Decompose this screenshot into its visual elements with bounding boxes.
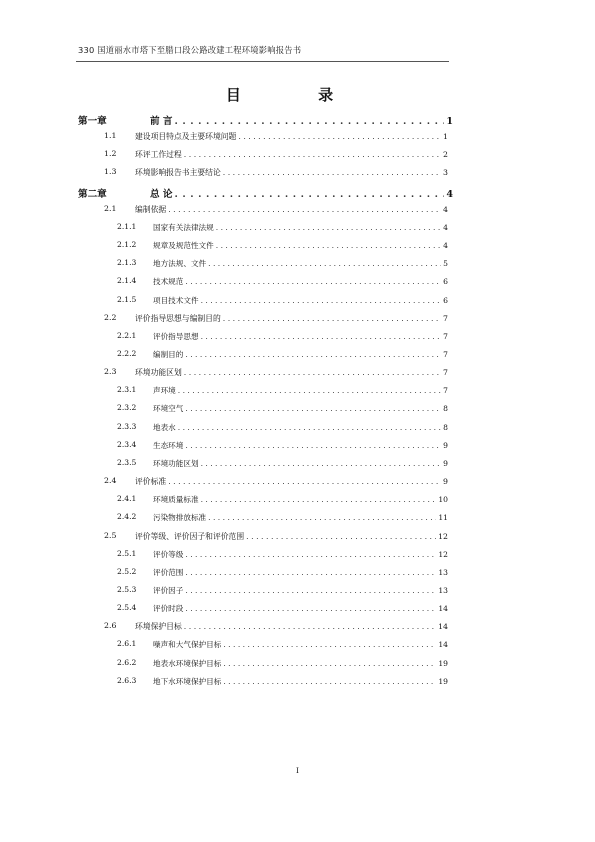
toc-entry-title: 总 论 (150, 188, 173, 200)
toc-dot-leader (201, 296, 442, 305)
toc-entry-row[interactable] (0, 676, 595, 690)
toc-entry-row[interactable] (0, 422, 595, 436)
toc-title: 目 录 (225, 86, 370, 104)
toc-dot-leader (185, 404, 441, 413)
toc-dot-leader (185, 441, 441, 450)
toc-page-number: 3 (443, 168, 448, 178)
toc-entry-number: 2.5.4 (117, 603, 137, 612)
toc-entry-row[interactable] (0, 512, 595, 526)
toc-entry-title: 项目技术文件 (153, 295, 199, 305)
toc-entry-number: 2.5.3 (117, 584, 137, 594)
toc-entry-row[interactable] (0, 313, 595, 327)
toc-page-number: 5 (443, 259, 448, 269)
toc-entry-number: 2.5.1 (117, 548, 137, 558)
toc-page-number: 14 (438, 622, 448, 632)
toc-entry-row[interactable] (0, 658, 595, 672)
toc-entry-row[interactable] (0, 240, 595, 254)
toc-entry-title: 环境功能区划 (135, 368, 182, 378)
toc-entry-row[interactable] (0, 331, 595, 345)
toc-entry-row[interactable] (0, 167, 595, 181)
toc-entry-row[interactable] (0, 276, 595, 290)
toc-chapter-row[interactable] (0, 186, 595, 200)
toc-page-number: 19 (438, 658, 448, 668)
toc-entry-title: 环评工作过程 (135, 150, 182, 160)
toc-entry-title: 生态环境 (153, 440, 184, 450)
toc-entry-title: 评价时段 (153, 604, 184, 613)
toc-dot-leader (208, 259, 441, 268)
toc-entry-title: 地表水环境保护目标 (153, 658, 222, 668)
toc-dot-leader (178, 386, 441, 395)
toc-page-number: 7 (443, 368, 448, 378)
toc-entry-number: 2.3.5 (117, 457, 137, 467)
toc-dot-leader (175, 116, 445, 127)
toc-entry-row[interactable] (0, 476, 595, 490)
toc-page-number: 6 (443, 277, 448, 287)
toc-entry-row[interactable] (0, 639, 595, 653)
toc-page-number: 7 (443, 331, 448, 341)
toc-page-number: 6 (443, 295, 448, 305)
toc-entry-title: 地表水 (153, 422, 176, 432)
toc-entry-number: 1.1 (104, 131, 117, 141)
toc-dot-leader (185, 604, 436, 613)
toc-entry-title: 评价等级、评价因子和评价范围 (135, 531, 245, 541)
toc-dot-leader (178, 423, 441, 432)
toc-dot-leader (223, 659, 436, 668)
toc-entry-row[interactable] (0, 531, 595, 545)
toc-page-number: 4 (443, 241, 448, 250)
toc-page-number: 8 (443, 404, 448, 414)
toc-page-number: 1 (446, 116, 453, 127)
toc-entry-row[interactable] (0, 222, 595, 236)
toc-dot-leader (223, 677, 436, 686)
toc-page-number: 4 (446, 188, 453, 200)
toc-entry-number: 2.1.3 (117, 258, 137, 268)
toc-entry-number: 2.3 (104, 367, 117, 377)
toc-entry-number: 2.6 (104, 621, 117, 631)
toc-entry-row[interactable] (0, 367, 595, 381)
toc-entry-number: 2.2.1 (117, 330, 137, 340)
toc-page-number: 2 (443, 150, 448, 160)
toc-entry-row[interactable] (0, 549, 595, 563)
toc-dot-leader (201, 459, 442, 468)
toc-entry-title: 评价标准 (135, 477, 167, 486)
toc-entry-title: 污染物排放标准 (153, 513, 207, 523)
toc-dot-leader (201, 495, 437, 504)
toc-entry-number: 2.3.2 (117, 403, 137, 413)
toc-entry-title: 评价范围 (153, 567, 184, 577)
toc-entry-number: 第二章 (78, 188, 107, 200)
toc-entry-row[interactable] (0, 585, 595, 599)
toc-page-number: 11 (438, 513, 448, 523)
toc-entry-title: 评价指导思想与编制目的 (135, 313, 221, 323)
toc-entry-row[interactable] (0, 149, 595, 163)
running-header: 330 国道丽水市塔下至腊口段公路改建工程环境影响报告书 (78, 45, 302, 55)
toc-dot-leader (185, 586, 436, 595)
toc-page-number: 14 (438, 640, 448, 650)
toc-entry-row[interactable] (0, 204, 595, 218)
toc-page-number: 7 (443, 313, 448, 323)
toc-entry-number: 第一章 (78, 116, 107, 127)
header-rule (76, 61, 449, 62)
toc-page-number: 1 (443, 132, 448, 142)
toc-entry-number: 2.3.3 (117, 421, 137, 431)
toc-dot-leader (201, 332, 442, 341)
toc-entry-title: 环境保护目标 (135, 622, 182, 632)
toc-entry-title: 评价等级 (153, 549, 184, 559)
toc-dot-leader (223, 168, 441, 177)
toc-entry-number: 2.6.3 (117, 675, 137, 685)
toc-entry-title: 评价指导思想 (153, 331, 199, 341)
toc-entry-title: 评价因子 (153, 585, 184, 595)
toc-entry-row[interactable] (0, 494, 595, 508)
toc-dot-leader (185, 350, 441, 359)
toc-dot-leader (184, 368, 441, 377)
toc-entry-number: 2.5.2 (117, 566, 137, 576)
toc-entry-number: 2.1.4 (117, 276, 137, 286)
toc-dot-leader (168, 477, 441, 486)
toc-entry-number: 1.2 (104, 149, 117, 159)
toc-entry-title: 前 言 (150, 116, 173, 127)
toc-dot-leader (175, 189, 445, 200)
toc-entry-number: 2.3.1 (117, 385, 137, 395)
toc-entry-title: 地方法规、文件 (153, 259, 207, 269)
toc-dot-leader (216, 241, 441, 250)
toc-dot-leader (223, 314, 441, 323)
toc-entry-title: 建设项目特点及主要环境问题 (135, 132, 237, 142)
toc-page-number: 4 (443, 222, 448, 232)
toc-page-number: 14 (438, 604, 448, 613)
toc-entry-number: 2.1.2 (117, 240, 137, 249)
toc-entry-row[interactable] (0, 603, 595, 617)
toc-page-number: 9 (443, 440, 448, 450)
toc-entry-row[interactable] (0, 349, 595, 363)
toc-entry-row[interactable] (0, 567, 595, 581)
toc-entry-number: 2.4.2 (117, 512, 137, 522)
toc-entry-title: 环境空气 (153, 404, 184, 414)
toc-page-number: 9 (443, 477, 448, 486)
toc-entry-number: 1.3 (104, 167, 117, 177)
toc-page-number: 4 (443, 204, 448, 214)
toc-entry-number: 2.1.5 (117, 294, 137, 304)
toc-page-number: 19 (438, 676, 448, 686)
toc-dot-leader (208, 513, 436, 522)
toc-entry-title: 编制目的 (153, 349, 184, 359)
toc-entry-row[interactable] (0, 131, 595, 145)
toc-entry-row[interactable] (0, 440, 595, 454)
toc-entry-row[interactable] (0, 458, 595, 472)
toc-page-number: 12 (438, 531, 448, 541)
toc-entry-number: 2.2 (104, 312, 117, 322)
toc-page-number: 9 (443, 458, 448, 468)
toc-entry-number: 2.6.1 (117, 639, 137, 649)
toc-entry-title: 国家有关法律法规 (153, 222, 214, 232)
toc-dot-leader (238, 132, 441, 141)
toc-entry-number: 2.4 (104, 476, 117, 485)
toc-entry-number: 2.2.2 (117, 348, 137, 358)
toc-entry-row[interactable] (0, 621, 595, 635)
toc-dot-leader (246, 532, 436, 541)
toc-page-number: 8 (443, 422, 448, 432)
toc-entry-title: 声环境 (153, 386, 176, 396)
toc-entry-title: 环境质量标准 (153, 495, 199, 505)
toc-dot-leader (185, 550, 436, 559)
toc-chapter-row[interactable] (0, 113, 595, 127)
toc-dot-leader (185, 277, 441, 286)
toc-entry-number: 2.1.1 (117, 221, 137, 231)
toc-entry-number: 2.3.4 (117, 439, 137, 449)
toc-page-number: 13 (438, 567, 448, 577)
toc-entry-title: 地下水环境保护目标 (153, 676, 222, 686)
toc-entry-number: 2.6.2 (117, 657, 137, 667)
toc-page-number: 10 (438, 495, 448, 505)
toc-entry-row[interactable] (0, 258, 595, 272)
toc-entry-title: 规章及规范性文件 (153, 241, 214, 250)
toc-entry-row[interactable] (0, 295, 595, 309)
toc-dot-leader (223, 640, 436, 649)
toc-dot-leader (185, 568, 436, 577)
toc-page-number: 12 (438, 549, 448, 559)
toc-entry-row[interactable] (0, 385, 595, 399)
toc-page-number: 7 (443, 349, 448, 359)
toc-page-number: 7 (443, 386, 448, 396)
toc-entry-title: 噪声和大气保护目标 (153, 640, 222, 650)
toc-entry-title: 环境功能区划 (153, 458, 199, 468)
toc-dot-leader (216, 223, 441, 232)
toc-entry-number: 2.5 (104, 530, 117, 540)
page-number: I (296, 766, 299, 775)
toc-dot-leader (184, 622, 436, 631)
toc-dot-leader (184, 150, 441, 159)
toc-page-number: 13 (438, 585, 448, 595)
toc-entry-title: 编制依据 (135, 204, 167, 214)
toc-entry-number: 2.4.1 (117, 494, 137, 504)
toc-entry-title: 环境影响报告书主要结论 (135, 168, 221, 178)
toc-dot-leader (168, 205, 441, 214)
toc-entry-number: 2.1 (104, 203, 117, 213)
toc-entry-title: 技术规范 (153, 277, 184, 287)
toc-entry-row[interactable] (0, 403, 595, 417)
